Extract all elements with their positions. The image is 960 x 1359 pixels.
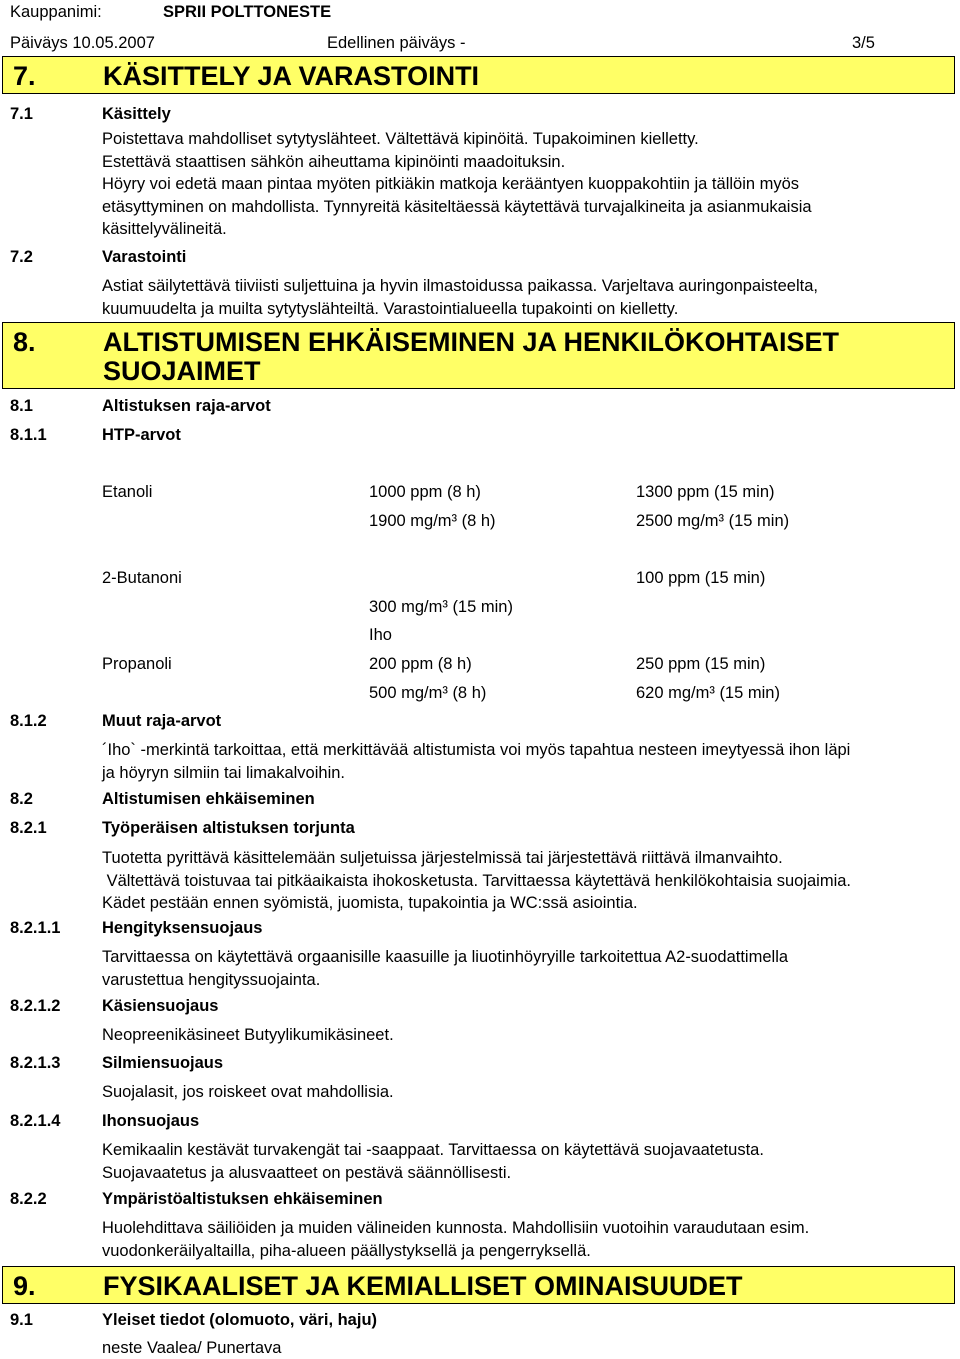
text-line: Höyry voi edetä maan pintaa myöten pitkiäkin matkoja kerääntyen kuoppakohtiin ja tällöin myös: [102, 175, 800, 193]
text-line: vuodonkeräilyaltailla, piha-alueen päällystyksellä ja pengerryksellä.: [102, 1241, 591, 1260]
section-8-2-1-3-title: Silmiensuojaus: [102, 1054, 224, 1072]
section-8-2-title: Altistumisen ehkäiseminen: [102, 790, 315, 808]
section-9-number: 9.: [13, 1271, 36, 1301]
limit-value: 620 mg/m³ (15 min): [636, 684, 780, 702]
section-8-2-1-2-title: Käsiensuojaus: [102, 997, 219, 1015]
text-line: Suojavaatetus ja alusvaatteet on pestävä säännöllisesti.: [102, 1163, 512, 1182]
section-8-1-2-text: [102, 739, 952, 784]
limit-value: 1300 ppm (15 min): [636, 483, 775, 501]
substance-name: Propanoli: [102, 655, 172, 673]
text-line: Estettävä staattisen sähkön aiheuttama kipinöinti maadoituksin.: [102, 152, 566, 171]
limit-value: 2500 mg/m³ (15 min): [636, 512, 790, 530]
limit-value: 250 ppm (15 min): [636, 655, 766, 673]
section-8-2-2-number: 8.2.2: [10, 1190, 47, 1208]
section-8-1-2-number: 8.1.2: [10, 712, 47, 730]
limit-value: 100 ppm (15 min): [636, 569, 766, 587]
limit-value: 1900 mg/m³ (8 h): [369, 512, 496, 530]
previous-date: Edellinen päiväys -: [327, 34, 466, 52]
text-line: Tuotetta pyrittävä käsittelemään suljetuissa järjestelmissä tai järjestettävä riittävä ilmanvaihto.: [102, 849, 783, 867]
text-line: etäsyttyminen on mahdollista. Tynnyreitä käsiteltäessä käytettävä turvajalkineita ja asianmukaisia: [102, 197, 812, 216]
section-8-2-1-3-text: Suojalasit, jos roiskeet ovat mahdollisia.: [102, 1083, 394, 1101]
trade-name-label: Kauppanimi:: [10, 3, 102, 21]
limit-value: 500 mg/m³ (8 h): [369, 684, 487, 702]
section-9-1-number: 9.1: [10, 1311, 33, 1329]
section-8-number: 8.: [13, 327, 36, 357]
text-line: Tarvittaessa on käytettävä orgaanisille kaasuille ja liuotinhöyryille tarkoitettua A2-suodattimella: [102, 948, 789, 966]
section-8-1-title: Altistuksen raja-arvot: [102, 397, 271, 415]
section-8-2-1-3-number: 8.2.1.3: [10, 1054, 61, 1072]
section-7-1-text: [102, 128, 952, 241]
text-line: Vältettävä toistuvaa tai pitkäaikaista ihokosketusta. Tarvittaessa käytettävä henkilökohtaisia suojaimia.: [102, 871, 852, 890]
section-8-2-1-number: 8.2.1: [10, 819, 47, 837]
section-8-title-line2: SUOJAIMET: [103, 356, 261, 386]
section-7-title: KÄSITTELY JA VARASTOINTI: [103, 61, 480, 91]
section-8-2-1-1-text: [102, 946, 952, 991]
text-line: Poistettava mahdolliset sytytyslähteet. Vältettävä kipinöitä. Tupakoiminen kielletty.: [102, 130, 699, 148]
text-line: Kemikaalin kestävät turvakengät tai -saappaat. Tarvittaessa on käytettävä suojavaatetusta.: [102, 1141, 764, 1159]
substance-name: Etanoli: [102, 483, 153, 501]
skin-notation: Iho: [369, 626, 392, 644]
section-7-1-number: 7.1: [10, 105, 33, 123]
section-8-2-1-4-text: [102, 1139, 952, 1184]
section-8-2-2-title: Ympäristöaltistuksen ehkäiseminen: [102, 1190, 383, 1208]
section-8-header: [2, 322, 955, 389]
section-8-1-1-number: 8.1.1: [10, 426, 47, 444]
section-8-2-1-4-title: Ihonsuojaus: [102, 1112, 200, 1130]
section-7-number: 7.: [13, 61, 36, 91]
text-line: Huolehdittava säiliöiden ja muiden välineiden kunnosta. Mahdollisiin vuotoihin varaudutaan esim.: [102, 1219, 810, 1237]
text-line: Astiat säilytettävä tiiviisti suljettuina ja hyvin ilmastoidussa paikassa. Varjeltava auringonpaisteelta,: [102, 277, 818, 295]
section-8-2-1-2-number: 8.2.1.2: [10, 997, 61, 1015]
section-8-title-line1: ALTISTUMISEN EHKÄISEMINEN JA HENKILÖKOHTAISET: [103, 327, 840, 357]
section-8-2-1-1-number: 8.2.1.1: [10, 919, 61, 937]
section-8-1-2-title: Muut raja-arvot: [102, 712, 222, 730]
section-9-1-text: neste Vaalea/ Punertava: [102, 1339, 282, 1357]
section-8-2-1-4-number: 8.2.1.4: [10, 1112, 61, 1130]
section-7-header: [2, 56, 955, 94]
trade-name: SPRII POLTTONESTE: [163, 3, 332, 21]
text-line: ´Iho` -merkintä tarkoittaa, että merkittävää altistumista voi myös tapahtua nesteen imeytyessä ihon läpi: [102, 741, 851, 759]
section-7-2-title: Varastointi: [102, 248, 187, 266]
section-8-1-number: 8.1: [10, 397, 33, 415]
section-8-2-2-text: [102, 1217, 952, 1262]
text-line: ja höyryn silmiin tai limakalvoihin.: [102, 763, 346, 782]
section-8-2-1-1-title: Hengityksensuojaus: [102, 919, 263, 937]
limit-value: 300 mg/m³ (15 min): [369, 598, 513, 616]
text-line: varustettua hengityssuojainta.: [102, 970, 321, 989]
section-7-1-title: Käsittely: [102, 105, 171, 123]
text-line: Kädet pestään ennen syömistä, juomista, tupakointia ja WC:ssä asiointia.: [102, 894, 638, 912]
limit-value: 200 ppm (8 h): [369, 655, 472, 673]
section-8-2-1-text: [102, 847, 952, 915]
issue-date: Päiväys 10.05.2007: [10, 34, 155, 52]
text-line: käsittelyvälineitä.: [102, 220, 227, 238]
section-9-1-title: Yleiset tiedot (olomuoto, väri, haju): [102, 1311, 378, 1329]
text-line: kuumuudelta ja muilta sytytyslähteiltä. Varastointialueella tupakointi on kielletty.: [102, 299, 679, 318]
section-9-header: [2, 1266, 955, 1304]
section-8-1-1-title: HTP-arvot: [102, 426, 181, 444]
page-number: 3/5: [852, 34, 875, 52]
substance-name: 2-Butanoni: [102, 569, 182, 587]
section-7-2-text: [102, 275, 952, 320]
limit-value: 1000 ppm (8 h): [369, 483, 481, 501]
section-8-2-1-2-text: Neopreenikäsineet Butyylikumikäsineet.: [102, 1026, 394, 1044]
section-8-2-number: 8.2: [10, 790, 33, 808]
section-7-2-number: 7.2: [10, 248, 33, 266]
section-8-2-1-title: Työperäisen altistuksen torjunta: [102, 819, 355, 837]
section-9-title: FYSIKAALISET JA KEMIALLISET OMINAISUUDET: [103, 1271, 743, 1301]
